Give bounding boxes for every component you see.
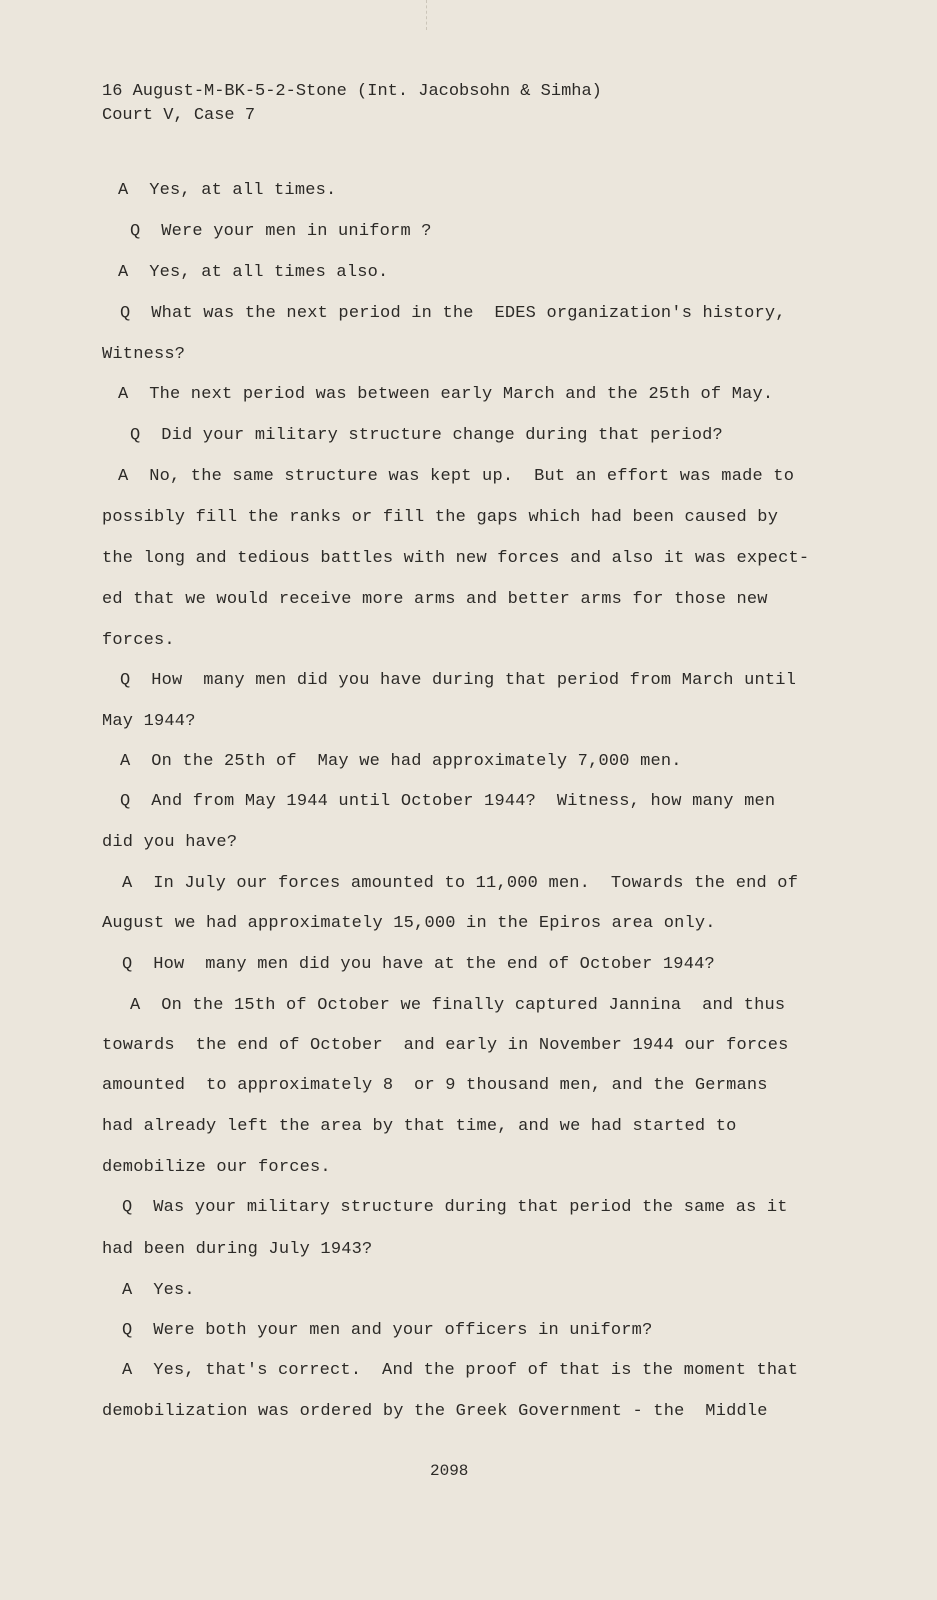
transcript-line: May 1944?: [102, 712, 196, 731]
transcript-line: Q What was the next period in the EDES organization's history,: [120, 304, 786, 323]
transcript-line: forces.: [102, 631, 175, 650]
transcript-line: Q How many men did you have during that period from March until: [120, 671, 797, 690]
header-line-2: Court V, Case 7: [102, 106, 256, 125]
transcript-line: possibly fill the ranks or fill the gaps which had been caused by: [102, 508, 779, 527]
header-line-1: 16 August-M-BK-5-2-Stone (Int. Jacobsohn & Simha): [102, 82, 602, 101]
transcript-line: demobilization was ordered by the Greek Government - the Middle: [102, 1402, 768, 1421]
transcript-line: ed that we would receive more arms and better arms for those new: [102, 590, 768, 609]
transcript-line: A Yes.: [122, 1281, 195, 1300]
transcript-line: Q Did your military structure change during that period?: [130, 426, 723, 445]
transcript-line: A Yes, at all times.: [118, 181, 337, 200]
transcript-line: did you have?: [102, 833, 238, 852]
fold-mark: [426, 0, 429, 30]
transcript-line: A The next period was between early March and the 25th of May.: [118, 385, 774, 404]
transcript-line: A Yes, at all times also.: [118, 263, 389, 282]
transcript-line: Q Were your men in uniform ?: [130, 222, 432, 241]
transcript-line: Q Was your military structure during that period the same as it: [122, 1198, 788, 1217]
transcript-line: Q How many men did you have at the end of October 1944?: [122, 955, 715, 974]
transcript-line: had been during July 1943?: [102, 1240, 373, 1259]
transcript-line: amounted to approximately 8 or 9 thousand men, and the Germans: [102, 1076, 768, 1095]
transcript-line: August we had approximately 15,000 in the Epiros area only.: [102, 914, 716, 933]
transcript-line: towards the end of October and early in November 1944 our forces: [102, 1036, 789, 1055]
transcript-line: Witness?: [102, 345, 186, 364]
transcript-line: had already left the area by that time, and we had started to: [102, 1117, 737, 1136]
transcript-line: A In July our forces amounted to 11,000 men. Towards the end of: [122, 874, 799, 893]
transcript-line: demobilize our forces.: [102, 1158, 331, 1177]
page-number: 2098: [430, 1462, 469, 1480]
transcript-line: Q Were both your men and your officers in uniform?: [122, 1321, 653, 1340]
transcript-line: A On the 25th of May we had approximately 7,000 men.: [120, 752, 682, 771]
transcript-line: A No, the same structure was kept up. But an effort was made to: [118, 467, 795, 486]
document-header: [102, 80, 602, 128]
transcript-line: the long and tedious battles with new forces and also it was expect-: [102, 549, 810, 568]
transcript-line: Q And from May 1944 until October 1944? Witness, how many men: [120, 792, 776, 811]
transcript-line: A Yes, that's correct. And the proof of that is the moment that: [122, 1361, 799, 1380]
transcript-line: A On the 15th of October we finally captured Jannina and thus: [130, 996, 786, 1015]
